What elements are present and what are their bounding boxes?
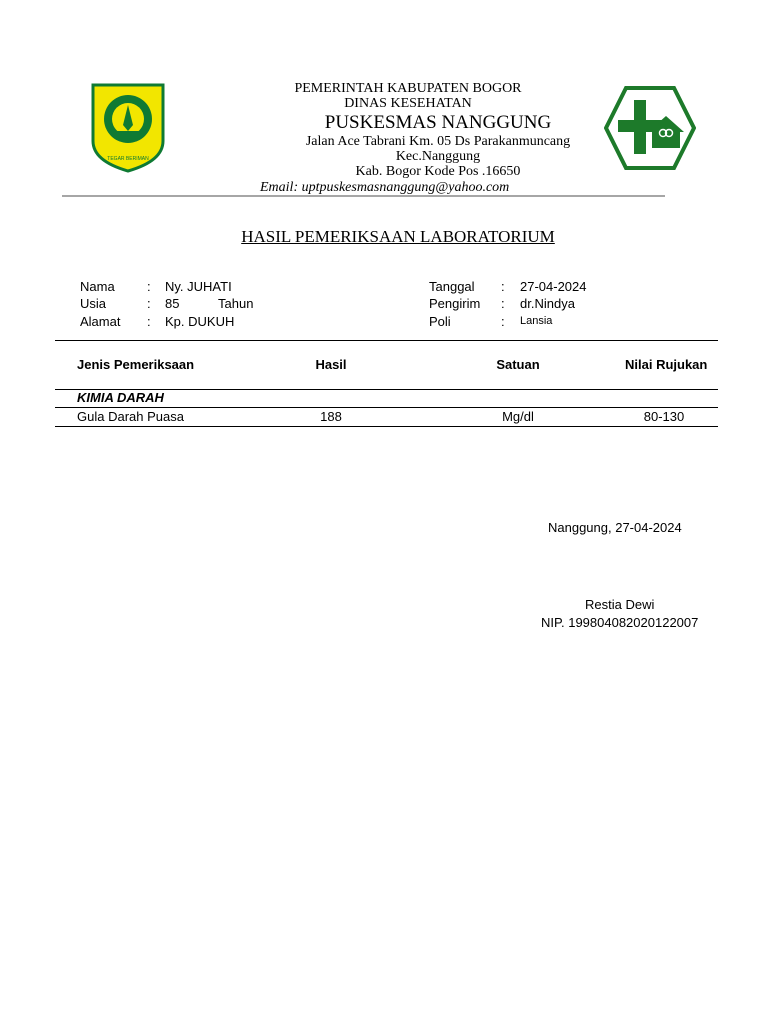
poli-label: Poli [429,314,451,329]
nama-value: Ny. JUHATI [165,279,232,294]
colon: : [501,296,505,311]
dept-heading: DINAS KESEHATAN [344,96,472,111]
row-nilai-rujukan: 80-130 [643,409,685,424]
row-satuan: Mg/dl [502,409,534,424]
alamat-value: Kp. DUKUH [165,314,235,329]
pengirim-label: Pengirim [429,296,481,311]
colon: : [147,279,151,294]
address-line-1: Jalan Ace Tabrani Km. 05 Ds Parakanmuncang [305,134,571,149]
usia-unit: Tahun [218,296,254,311]
puskesmas-logo [604,86,696,170]
usia-label: Usia [80,296,107,311]
report-title: HASIL PEMERIKSAAN LABORATORIUM [241,227,555,246]
colon: : [501,279,505,294]
logo-motto-text: TEGAR BERIMAN [107,156,149,162]
nama-label: Nama [80,279,115,294]
place-date: Nanggung, 27-04-2024 [548,520,682,535]
usia-value: 85 [165,296,180,311]
poli-value: Lansia [520,315,553,327]
table-bottom-rule [55,426,718,427]
pengirim-value: dr.Nindya [520,296,575,311]
email-line: Email: uptpuskesmasnanggung@yahoo.com [260,180,510,195]
col-header-jenis: Jenis Pemeriksaan [77,357,195,372]
tanggal-label: Tanggal [429,279,475,294]
section-rule [55,407,718,408]
section-label: KIMIA DARAH [77,390,164,405]
tanggal-value: 27-04-2024 [520,279,587,294]
signer-name: Restia Dewi [585,597,655,612]
colon: : [147,314,151,329]
alamat-label: Alamat [80,314,121,329]
row-hasil: 188 [320,409,342,424]
colon: : [501,314,505,329]
col-header-nilai-rujukan: Nilai Rujukan [625,357,708,372]
table-top-rule [55,340,718,341]
col-header-satuan: Satuan [496,357,540,372]
signer-nip: NIP. 199804082020122007 [541,615,699,630]
address-line-2: Kec.Nanggung [395,149,481,164]
puskesmas-name: PUSKESMAS NANGGUNG [324,112,552,133]
header-divider [62,195,665,197]
row-jenis: Gula Darah Puasa [77,409,184,424]
colon: : [147,296,151,311]
kabupaten-bogor-logo [90,83,166,173]
gov-heading: PEMERINTAH KABUPATEN BOGOR [294,81,522,96]
address-line-3: Kab. Bogor Kode Pos .16650 [355,164,521,179]
col-header-hasil: Hasil [315,357,347,372]
